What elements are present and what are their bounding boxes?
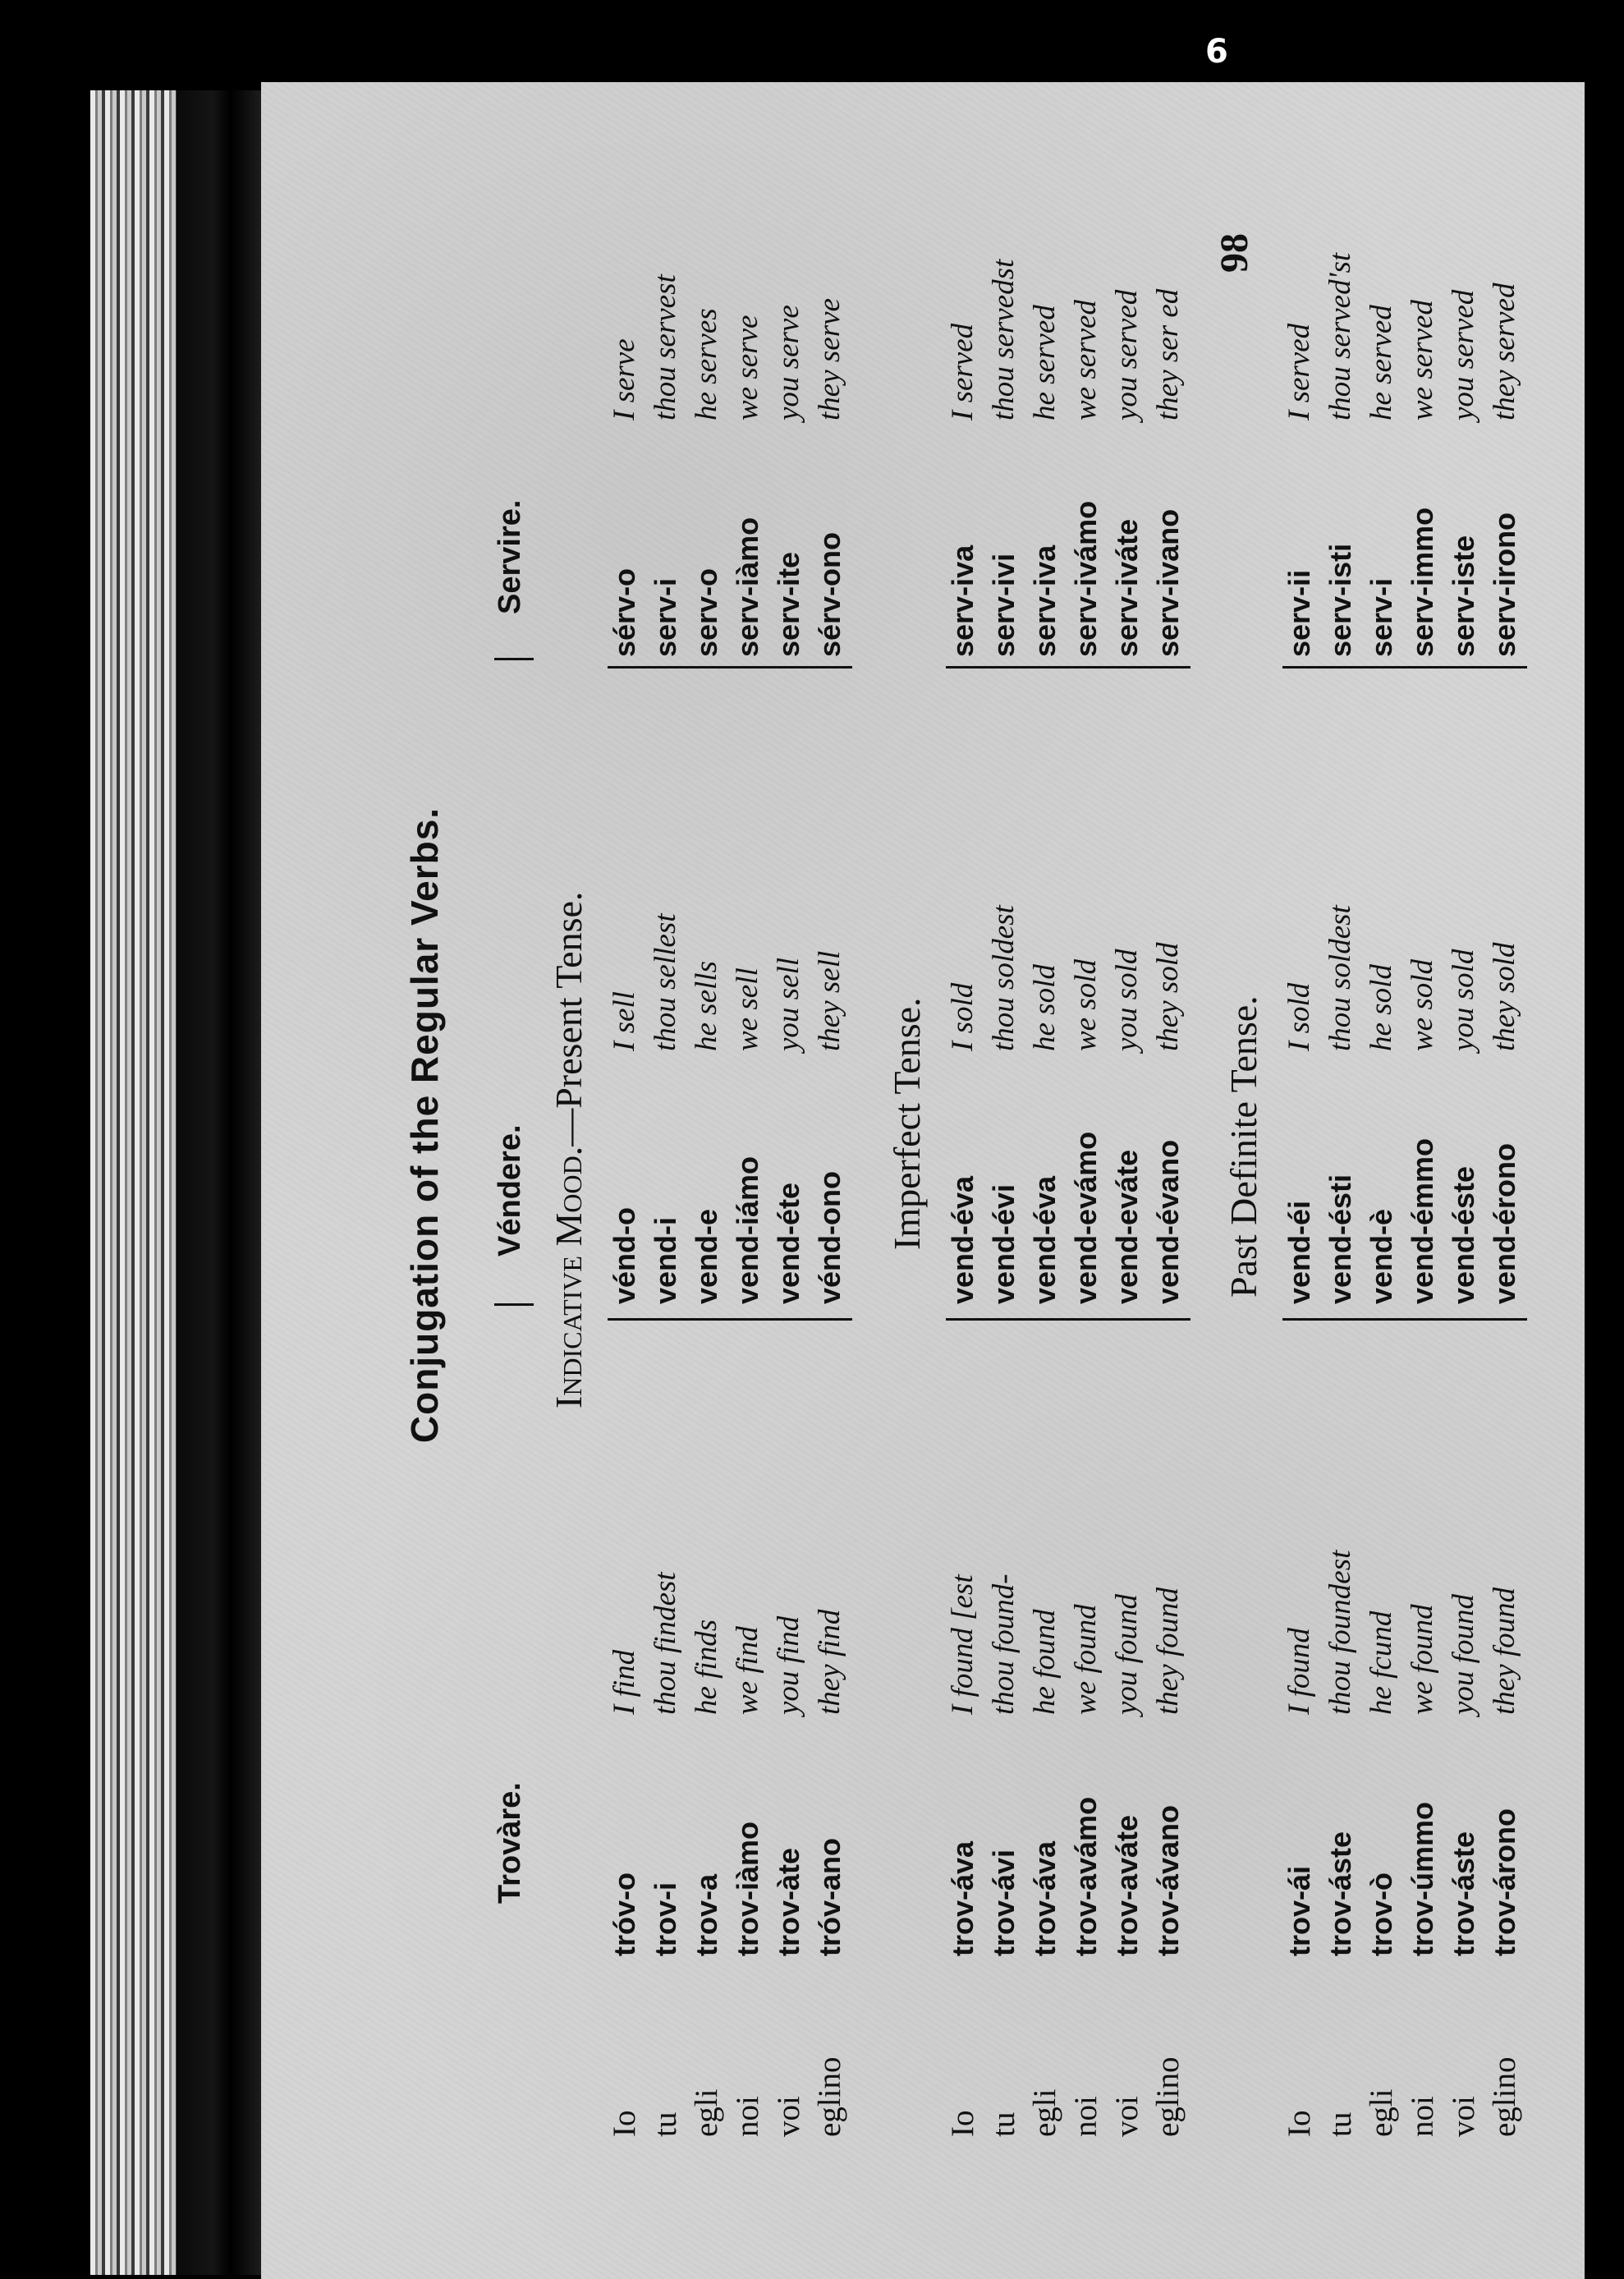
conjugation-cell: they ser ed [1151, 288, 1185, 420]
pronoun-column [1279, 2057, 1525, 2137]
conjugation-cell: vend-érono [1488, 1142, 1521, 1304]
conjugation-cell: you serve [772, 305, 805, 420]
column-separator-2 [1282, 666, 1527, 669]
conjugation-cell: they find [813, 1609, 846, 1715]
conjugation-cell: trov-avámo [1069, 1796, 1103, 1956]
pronoun-cell: tu [1323, 2111, 1358, 2137]
conjugation-cell: trov-árono [1488, 1808, 1521, 1956]
heading-separator-2 [494, 658, 534, 660]
conjugation-cell: you served [1447, 289, 1480, 420]
conjugation-cell: thou soldest [1324, 905, 1357, 1051]
conjugation-cell: trov-áste [1324, 1831, 1357, 1956]
servire-column [604, 517, 851, 657]
conjugation-cell: serv-iva [946, 544, 979, 657]
column-separator-1 [608, 1318, 852, 1321]
conjugation-cell: we find [731, 1626, 764, 1715]
conjugation-cell: vend-évi [987, 1183, 1021, 1304]
pronoun-column [943, 2057, 1189, 2137]
conjugation-cell: you served [1110, 289, 1144, 420]
conjugation-cell: trov-iàmo [731, 1821, 764, 1956]
conjugation-cell: he served [1365, 305, 1398, 420]
conjugation-cell: sérv-o [608, 567, 641, 657]
conjugation-cell: he sold [1028, 964, 1062, 1051]
conjugation-cell: thou found- [987, 1574, 1021, 1715]
conjugation-cell: I sell [608, 991, 641, 1051]
conjugation-cell: they sold [1151, 942, 1185, 1051]
conjugation-cell: I found [est [946, 1574, 979, 1715]
conjugation-cell: vénd-o [608, 1206, 641, 1304]
conjugation-cell: vend-émmo [1406, 1137, 1439, 1304]
servire-en-column [604, 274, 851, 420]
conjugation-cell: trov-áste [1447, 1831, 1480, 1956]
pronoun-cell: egli [1027, 2088, 1062, 2137]
heading-separator-1 [494, 1303, 534, 1306]
conjugation-cell: vend-éi [1282, 1200, 1316, 1304]
conjugation-cell: vend-éte [772, 1182, 805, 1304]
rotated-page-content [261, 82, 1585, 2168]
conjugation-cell: trov-úmmo [1406, 1802, 1439, 1956]
conjugation-cell: vend-è [1365, 1208, 1398, 1304]
vendere-en-column [943, 905, 1189, 1051]
conjugation-cell: he finds [690, 1619, 723, 1715]
pronoun-column [604, 2057, 851, 2137]
verb-heading-servire: Servire. [493, 499, 527, 614]
conjugation-cell: we sold [1069, 958, 1103, 1051]
conjugation-cell: serv-ite [772, 551, 805, 657]
pronoun-cell: eglino [1487, 2056, 1522, 2137]
conjugation-cell: they serve [813, 298, 846, 420]
conjugation-cell: trov-a [690, 1873, 723, 1956]
present-tense-label: —Present Tense. [548, 891, 590, 1146]
pronoun-cell: tu [648, 2111, 683, 2137]
conjugation-cell: he sells [690, 961, 723, 1051]
conjugation-cell: serv-ivi [987, 553, 1021, 657]
pronoun-cell: voi [1109, 2096, 1145, 2137]
conjugation-cell: serv-iváte [1110, 518, 1144, 657]
conjugation-cell: he sold [1365, 964, 1398, 1051]
pronoun-cell: noi [1405, 2096, 1440, 2137]
conjugation-cell: serv-i [649, 577, 682, 657]
column-separator-1 [1282, 1318, 1527, 1321]
section-present-heading [547, 892, 590, 1408]
conjugation-cell: we serve [731, 315, 764, 420]
conjugation-cell: they served [1488, 283, 1521, 420]
pronoun-cell: tu [986, 2111, 1021, 2137]
corner-marker: 6 [1205, 33, 1228, 71]
pronoun-cell: noi [1068, 2096, 1103, 2137]
conjugation-cell: vénd-ono [813, 1171, 846, 1304]
pronoun-cell: Io [945, 2110, 980, 2137]
binding-shadow [177, 90, 267, 2275]
trovare-en-column [1279, 1551, 1525, 1715]
vendere-en-column [1279, 905, 1525, 1051]
trovare-column [1279, 1802, 1525, 1956]
conjugation-cell: trov-i [649, 1882, 682, 1956]
conjugation-cell: vend-ésti [1324, 1174, 1357, 1304]
pronoun-cell: eglino [1150, 2056, 1186, 2137]
conjugation-cell: we served [1069, 300, 1103, 420]
conjugation-cell: you sold [1110, 949, 1144, 1051]
conjugation-cell: I serve [608, 338, 641, 420]
conjugation-cell: trov-ái [1282, 1865, 1316, 1956]
conjugation-cell: trov-áva [946, 1840, 979, 1956]
conjugation-cell: vend-e [690, 1208, 723, 1304]
conjugation-cell: vend-eváte [1110, 1149, 1144, 1304]
section-past-definite-heading: Past Definite Tense. [1223, 995, 1264, 1298]
conjugation-cell: you sold [1447, 949, 1480, 1051]
conjugation-cell: vend-éva [1028, 1175, 1062, 1304]
conjugation-cell: we found [1406, 1604, 1439, 1715]
conjugation-cell: I found [1282, 1628, 1316, 1715]
column-separator-2 [946, 666, 1190, 669]
pronoun-cell: egli [689, 2088, 724, 2137]
conjugation-cell: I sold [946, 982, 979, 1051]
conjugation-cell: they found [1488, 1587, 1521, 1715]
conjugation-cell: they found [1151, 1587, 1185, 1715]
conjugation-cell: vend-evámo [1069, 1131, 1103, 1304]
conjugation-cell: vend-évano [1151, 1139, 1185, 1304]
trovare-en-column [604, 1572, 851, 1715]
conjugation-cell: serv-iva [1028, 544, 1062, 657]
pronoun-cell: Io [607, 2110, 642, 2137]
conjugation-cell: serv-o [690, 567, 723, 657]
conjugation-cell: he serves [690, 308, 723, 420]
trovare-en-column [943, 1574, 1189, 1715]
trovare-column [943, 1797, 1189, 1956]
pronoun-cell: egli [1364, 2088, 1399, 2137]
conjugation-cell: serv-isti [1324, 543, 1357, 657]
conjugation-cell: serv-immo [1406, 507, 1439, 657]
conjugation-cell: serv-irono [1488, 512, 1521, 657]
conjugation-cell: they sell [813, 950, 846, 1051]
conjugation-cell: we sell [731, 967, 764, 1051]
pronoun-cell: voi [1446, 2096, 1481, 2137]
conjugation-cell: we found [1069, 1604, 1103, 1715]
conjugation-cell: tróv-ano [813, 1838, 846, 1956]
pronoun-cell: Io [1282, 2110, 1317, 2137]
conjugation-cell: serv-iàmo [731, 517, 764, 657]
conjugation-cell: he fcund [1365, 1610, 1398, 1715]
conjugation-cell: thou soldest [987, 905, 1021, 1051]
conjugation-cell: you sell [772, 957, 805, 1051]
conjugation-cell: serv-ii [1282, 569, 1316, 657]
vendere-column [1279, 1138, 1525, 1304]
conjugation-cell: you find [772, 1615, 805, 1715]
conjugation-cell: tróv-o [608, 1872, 641, 1956]
conjugation-cell: trov-ávi [987, 1849, 1021, 1956]
verb-heading-vendere: Véndere. [493, 1124, 527, 1257]
vendere-en-column [604, 913, 851, 1051]
conjugation-cell: you found [1110, 1594, 1144, 1715]
verb-heading-trovare: Trovàre. [493, 1782, 527, 1904]
conjugation-cell: thou sellest [649, 913, 682, 1051]
servire-en-column [1279, 253, 1525, 420]
conjugation-cell: vend-éva [946, 1175, 979, 1304]
column-separator-2 [608, 666, 852, 669]
conjugation-cell: vend-éste [1447, 1165, 1480, 1304]
conjugation-cell: vend-iámo [731, 1156, 764, 1304]
pronoun-cell: voi [771, 2096, 806, 2137]
conjugation-cell: I served [946, 323, 979, 420]
conjugation-cell: serv-ivámo [1069, 500, 1103, 657]
conjugation-cell: thou foundest [1324, 1550, 1357, 1715]
conjugation-cell: serv-ivano [1151, 508, 1185, 657]
conjugation-cell: trov-ávano [1151, 1804, 1185, 1956]
servire-column [943, 501, 1189, 657]
conjugation-cell: they sold [1488, 942, 1521, 1051]
pronoun-cell: noi [730, 2096, 765, 2137]
conjugation-cell: thou served'st [1324, 252, 1357, 420]
conjugation-cell: serv-iste [1447, 535, 1480, 657]
conjugation-cell: thou servest [649, 274, 682, 420]
column-separator-1 [946, 1318, 1190, 1321]
conjugation-cell: I find [608, 1649, 641, 1715]
conjugation-cell: we sold [1406, 958, 1439, 1051]
conjugation-cell: I served [1282, 323, 1316, 420]
conjugation-cell: trov-ò [1365, 1872, 1398, 1956]
conjugation-cell: serv-i [1365, 577, 1398, 657]
mood-label: Indicative Mood. [548, 1146, 590, 1408]
section-imperfect-heading: Imperfect Tense. [886, 997, 928, 1250]
conjugation-cell: trov-aváte [1110, 1814, 1144, 1956]
conjugation-cell: thou findest [649, 1572, 682, 1715]
servire-en-column [943, 260, 1189, 420]
conjugation-cell: thou servedst [987, 259, 1021, 420]
servire-column [1279, 508, 1525, 657]
conjugation-cell: sérv-ono [813, 531, 846, 657]
conjugation-cell: trov-àte [772, 1847, 805, 1956]
conjugation-cell: we served [1406, 300, 1439, 420]
vendere-column [943, 1132, 1189, 1304]
pronoun-cell: eglino [812, 2056, 847, 2137]
conjugation-cell: I sold [1282, 982, 1316, 1051]
conjugation-cell: you found [1447, 1594, 1480, 1715]
vendere-column [604, 1156, 851, 1304]
conjugation-cell: vend-i [649, 1216, 682, 1304]
page-title: Conjugation of the Regular Verbs. [403, 806, 446, 1444]
trovare-column [604, 1822, 851, 1956]
conjugation-cell: he found [1028, 1609, 1062, 1715]
page-number: 98 [1213, 233, 1256, 273]
conjugation-cell: he served [1028, 305, 1062, 420]
conjugation-cell: trov-áva [1028, 1840, 1062, 1956]
